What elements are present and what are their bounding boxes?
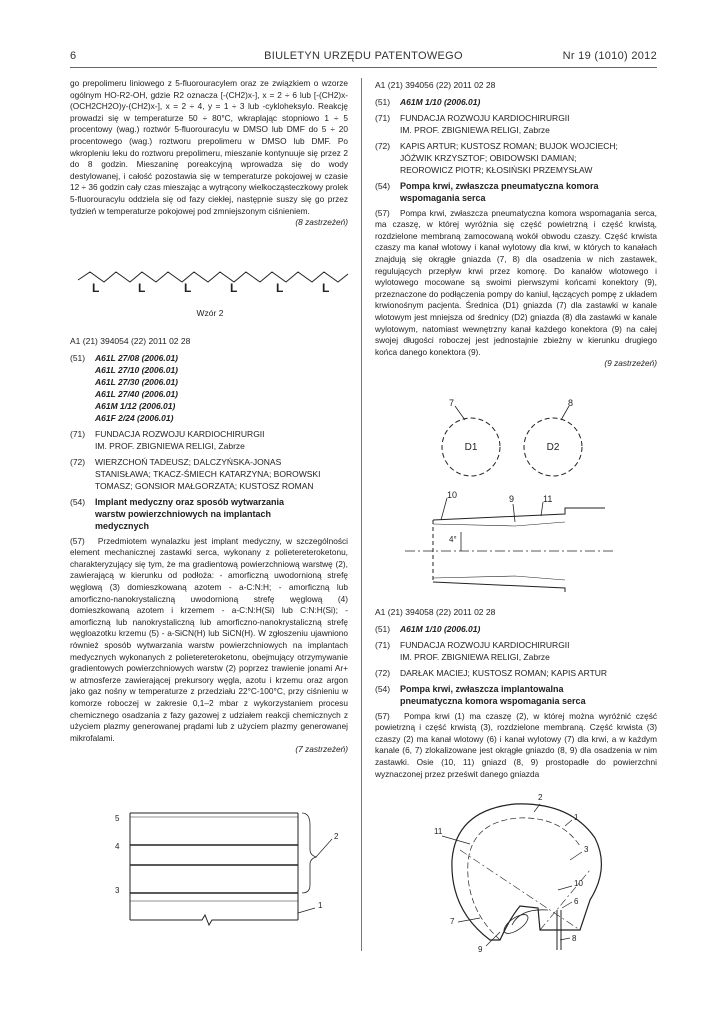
inventors-line: REOROWICZ PIOTR; KŁOSIŃSKI PRZEMYSŁAW xyxy=(400,164,593,175)
field-code: (54) xyxy=(375,683,391,694)
title-line: wspomagania serca xyxy=(400,192,486,203)
field-code: (71) xyxy=(375,112,391,123)
figure-label: 4° xyxy=(449,535,457,544)
inventors-line: TOMASZ; GONSIOR MAŁGORZATA; KUSTOSZ ROMAN xyxy=(95,480,314,491)
inventors-line: DARŁAK MACIEJ; KUSTOSZ ROMAN; KAPIS ARTUR xyxy=(400,667,608,678)
figure-label: 8 xyxy=(572,934,577,943)
claims-count: (8 zastrzeżeń) xyxy=(295,217,348,228)
field-code: (57) xyxy=(375,207,390,218)
blood-pump-figure xyxy=(420,790,620,960)
applicant-line: IM. PROF. ZBIGNIEWA RELIGI, Zabrze xyxy=(400,124,550,135)
inventors-line: WIERZCHOŃ TADEUSZ; DALCZYŃSKA-JONAS xyxy=(95,456,282,467)
figure-label: 3 xyxy=(115,886,120,895)
abstract xyxy=(70,536,348,745)
classification-block xyxy=(375,96,657,108)
title-block xyxy=(375,683,657,707)
column-divider xyxy=(361,78,362,951)
issue-number: Nr 19 (1010) 2012 xyxy=(562,50,657,62)
classification: A61L 27/30 (2006.01) xyxy=(95,376,179,387)
applicant-block xyxy=(375,639,657,663)
classification: A61M 1/12 (2006.01) xyxy=(95,400,176,411)
formula-unit-l: L xyxy=(92,281,100,295)
entry-394058 xyxy=(375,607,657,780)
applicant-line: IM. PROF. ZBIGNIEWA RELIGI, Zabrze xyxy=(400,651,550,662)
figure-label: 2 xyxy=(334,832,339,841)
field-code: (51) xyxy=(375,96,391,107)
formula-unit-l: L xyxy=(276,281,284,295)
field-code: (57) xyxy=(375,710,390,721)
figure-label: 1 xyxy=(574,813,579,822)
figure-label: 9 xyxy=(509,494,515,504)
field-code: (57) xyxy=(70,535,85,546)
figure-label: 2 xyxy=(538,793,543,802)
applicant-line: FUNDACJA ROZWOJU KARDIOCHIRURGII xyxy=(95,428,265,439)
entry-head: A1 (21) 394054 (22) 2011 02 28 xyxy=(70,336,191,346)
classification: A61F 2/24 (2006.01) xyxy=(95,412,174,423)
applicant-line: FUNDACJA ROZWOJU KARDIOCHIRURGII xyxy=(400,112,570,123)
field-code: (71) xyxy=(70,428,86,439)
classification-block xyxy=(70,352,348,424)
classification: A61L 27/08 (2006.01) xyxy=(95,352,179,363)
figure-label: 11 xyxy=(543,494,553,504)
inventors-block xyxy=(375,140,657,176)
classification: A61L 27/40 (2006.01) xyxy=(95,388,179,399)
journal-title: BIULETYN URZĘDU PATENTOWEGO xyxy=(264,50,463,62)
figure-label: D2 xyxy=(546,442,560,453)
figure-label: 9 xyxy=(478,945,483,954)
inventors-line: JÓŹWIK KRZYSZTOF; OBIDOWSKI DAMIAN; xyxy=(400,152,577,163)
figure-label: 3 xyxy=(584,845,589,854)
formula-caption: Wzór 2 xyxy=(196,308,224,318)
field-code: (72) xyxy=(70,456,86,467)
figure-label: 7 xyxy=(450,917,455,926)
entry-394056 xyxy=(375,80,657,370)
title-line: Pompa krwi, zwłaszcza pneumatyczna komora xyxy=(400,180,599,191)
figure-label: 10 xyxy=(574,879,583,888)
figure-label: 11 xyxy=(434,827,443,836)
claims-count: (7 zastrzeżeń) xyxy=(295,744,348,755)
applicant-block xyxy=(375,112,657,136)
entry-head: A1 (21) 394058 (22) 2011 02 28 xyxy=(375,607,496,617)
inventors-block xyxy=(70,456,348,492)
classification: A61L 27/10 (2006.01) xyxy=(95,364,179,375)
applicant-line: IM. PROF. ZBIGNIEWA RELIGI, Zabrze xyxy=(95,440,245,451)
figure-label: 8 xyxy=(568,398,574,408)
classification: A61M 1/10 (2006.01) xyxy=(400,623,481,634)
formula-unit-l: L xyxy=(184,281,192,295)
title-block xyxy=(70,496,348,532)
continuation-block xyxy=(70,78,348,229)
claims-count: (9 zastrzeżeń) xyxy=(604,358,657,369)
formula-unit-l: L xyxy=(138,281,146,295)
implant-layers-figure xyxy=(70,795,350,945)
header-rule xyxy=(70,67,657,68)
abstract-text: Przedmiotem wynalazku jest implant medyczny, w szczególności element mechanicznej zastawki serca, wykonany z polietereteroketonu, charakteryzujący się tym, że ma gradientową powierzchniową warstwę (2), zawierającą w kierunku od podłoża: - amorficzną uwodornioną strefę węglową (3) domieszkowaną azotem - a-C:N:H; - amorficzną lub amorficzno-nanokrystaliczną uwodornioną strefę węglową (4) domieszkowaną azotem i krzemem - a-C:N:H(Si) lub C:N:H(Si); - amorficzną lub nanokrystaliczną lub amorficzno-nanokrystaliczną strefę węgloazotku krzemu (5) - a-SiCN(H) lub SiCN(H). W zgłoszeniu ujawniono również sposób wytwarzania warstw powierzchniowych na implantach medycznych wykonanych z polietereteroketonu, obejmujący otrzymywanie gradientowych powierzchniowych warstw (2) poprzez trawienie jonami Ar+ w atmosferze zawierającej prekursory węgla, azotu i krzemu oraz argon jako gaz nośny w temperaturze z przedziału 22°C-100°C, przy ciśnieniu w komorze roboczej w zakresie 0,1–2 mbar z wykorzystaniem procesu chemicznego osadzania z fazy gazowej z udziałem reakcji chemicznych z użyciem plazmy generowanej prądami lub z użyciem plazmy generowanej mikrofalami. xyxy=(70,535,348,743)
connector-figure xyxy=(375,392,657,592)
figure-label: 10 xyxy=(447,490,458,500)
title-line: medycznych xyxy=(95,520,150,531)
abstract-text: Pompa krwi, zwłaszcza pneumatyczna komora wspomagania serca, ma czaszę, w której wyróżnia się część powietrzną i część krwistą, rozdzielone membraną zamocowaną wokół obwodu czaszy. Część krwista czaszy ma kanał wlotowy i kanał wylotowy dla krwi, w których to kanałach znajdują się okrągłe gniazda (7, 8) dla osadzenia w nich zastawek, regulujących przepływ krwi przez komorę. Do kanałów wlotowego i wylotowego mocowane są swoimi pierwszymi końcami konektory (9), przeznaczone do podłączenia pompy do kaniul, łączących pompę z układem krwionośnym pacjenta. Średnica (D1) gniazda (7) dla zastawki w kanale wlotowym jest mniejsza od średnicy (D2) gniazda (8) dla zastawki w kanale wylotowym, natomiast wewnętrzny kanał każdego konektora (9) na całej swojej długości roboczej jest jednostajnie zbieżny w kierunku drugiego końca danego konektora (9). xyxy=(375,207,657,357)
figure-label: 5 xyxy=(115,814,120,823)
field-code: (71) xyxy=(375,639,391,650)
classification-block xyxy=(375,623,657,635)
figure-label: 4 xyxy=(115,842,120,851)
figure-label: 7 xyxy=(449,398,455,408)
field-code: (54) xyxy=(70,496,86,507)
field-code: (51) xyxy=(375,623,391,634)
title-line: pneumatyczna komora wspomagania serca xyxy=(400,695,586,706)
formula-unit-l: L xyxy=(230,281,238,295)
formula-2-figure xyxy=(70,258,350,318)
formula-unit-l: L xyxy=(322,281,330,295)
page-header xyxy=(70,50,657,66)
abstract xyxy=(375,711,657,781)
inventors-block xyxy=(375,667,657,679)
continuation-text: go prepolimeru liniowego z 5-fluorouracylem oraz ze związkiem o wzorze ogólnym HO-R2-OH, gdzie R2 oznacza [-(CH2)x-], x = 2 ÷ 6 lub [-(CH2)x-(OCH2CH2O)y-(CH2)x-], x = 2 ÷ 4, y = 1 ÷ 3 lub -cykloheksylo. Reakcję prowadzi się w temperaturze 50 ÷ 80°C, wkraplając stopniowo 1 ÷ 5 procentowy (wag.) roztwór 5-fluorouracylu w DMSO lub DMF do 5 ÷ 20 procentowego (wag.) roztworu prepolimeru w DMSO lub DMF. Po wkropleniu leku do roztworu prepolimeru, mieszanie kontynuuje się przez 2 do 8 godzin. Mieszaninę poreakcyjną wprowadza się do wody destylowanej, i całość pozostawia się w temperaturze pokojowej w czasie 12 ÷ 36 godzin cały czas mieszając a wytrącony wielkocząsteczkowy prolek 5-fluorouracylu oddziela się od fazy ciekłej, następnie suszy się go przez tydzień w temperaturze pokojowej pod zmniejszonym ciśnieniem. xyxy=(70,78,349,216)
entry-394054 xyxy=(70,336,348,756)
title-line: warstw powierzchniowych na implantach xyxy=(95,508,272,519)
title-block xyxy=(375,180,657,204)
field-code: (51) xyxy=(70,352,86,363)
title-line: Implant medyczny oraz sposób wytwarzania xyxy=(95,496,285,507)
inventors-line: STANISŁAWA; TKACZ-ŚMIECH KATARZYNA; BOROWSKI xyxy=(95,468,321,479)
title-line: Pompa krwi, zwłaszcza implantowalna xyxy=(400,683,564,694)
entry-head: A1 (21) 394056 (22) 2011 02 28 xyxy=(375,80,496,90)
field-code: (72) xyxy=(375,140,391,151)
field-code: (72) xyxy=(375,667,391,678)
applicant-block xyxy=(70,428,348,452)
field-code: (54) xyxy=(375,180,391,191)
page-number: 6 xyxy=(70,50,77,62)
applicant-line: FUNDACJA ROZWOJU KARDIOCHIRURGII xyxy=(400,639,570,650)
inventors-line: KAPIS ARTUR; KUSTOSZ ROMAN; BUJOK WOJCIECH; xyxy=(400,140,618,151)
abstract xyxy=(375,208,657,359)
abstract-text: Pompa krwi (1) ma czaszę (2), w której można wyróżnić część powietrzną i część krwistą (3), rozdzielone membraną. Część krwista (3) czaszy (2) ma kanał wlotowy (6) i kanał wylotowy (7) dla krwi, a w każdym kanale (6, 7) zlokalizowane jest okrągłe gniazdo (8, 9) dla osadzenia w nim zastawki. Osie (10, 11) gniazd (8, 9) prostopadłe do powierzchni wyznaczonej przez prześwit danego gniazda xyxy=(375,710,657,779)
figure-label: D1 xyxy=(464,442,478,453)
figure-label: 6 xyxy=(574,897,579,906)
classification: A61M 1/10 (2006.01) xyxy=(400,96,481,107)
figure-label: 1 xyxy=(318,901,323,910)
